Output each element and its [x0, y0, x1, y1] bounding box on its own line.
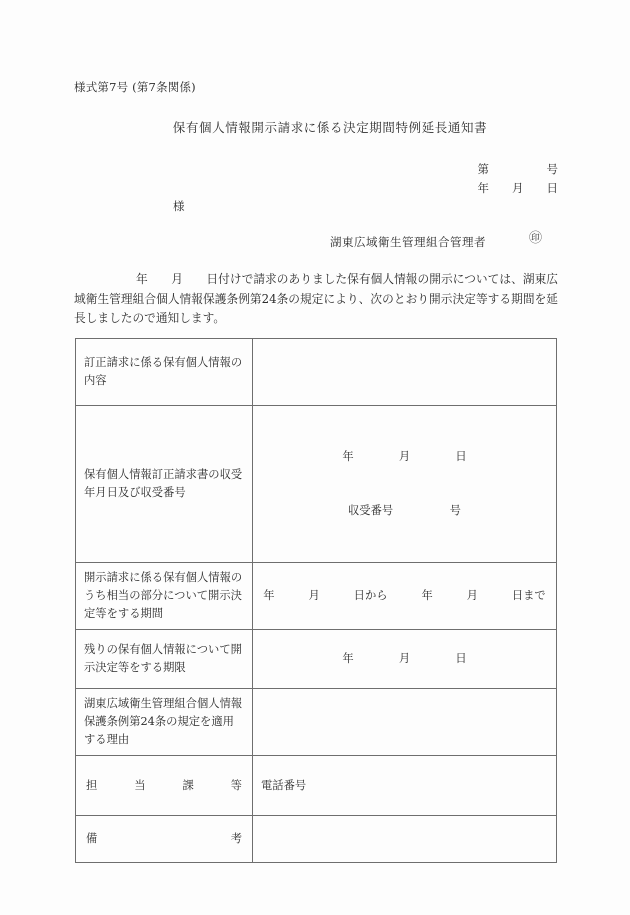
table-row [76, 563, 557, 630]
form-number: 様式第7号 (第7条関係) [74, 80, 196, 94]
row-label-partial-disclosure-period: 開示請求に係る保有個人情報のうち相当の部分について開示決定等をする期間 [76, 563, 253, 630]
row-value-partial-disclosure-period[interactable]: 年 月 日から 年 月 日まで [253, 563, 557, 630]
row-value-remaining-disclosure-deadline[interactable]: 年 月 日 [253, 630, 557, 689]
row-label-reason-for-applying-article-24: 湖東広域衛生管理組合個人情報保護条例第24条の規定を適用する理由 [76, 689, 253, 756]
row-value-reason-for-applying-article-24[interactable] [253, 689, 557, 756]
receipt-number-line: 収受番号 号 [348, 504, 461, 517]
body-paragraph [74, 270, 558, 329]
document-title: 保有個人情報開示請求に係る決定期間特例延長通知書 [172, 120, 488, 135]
table-row [76, 816, 557, 863]
label-char: 当 [134, 778, 146, 792]
label-char: 担 [86, 778, 98, 792]
receipt-date-line: 年 月 日 [342, 450, 467, 463]
issuer-name: 湖東広域衛生管理組合管理者 [330, 235, 486, 249]
row-label-responsible-section [76, 756, 253, 816]
table-row [76, 756, 557, 816]
table-row [76, 689, 557, 756]
label-char: 備 [86, 832, 98, 845]
row-label-remaining-disclosure-deadline: 残りの保有個人情報について開示決定等をする期限 [76, 630, 253, 689]
addressee-line: 様 [173, 199, 185, 213]
form-table [75, 338, 557, 863]
document-date-line: 年 月 日 [477, 181, 558, 195]
seal-icon: ㊞ [529, 231, 543, 246]
row-label-remarks [76, 816, 253, 863]
row-label-content-of-correction-request: 訂正請求に係る保有個人情報の内容 [76, 339, 253, 406]
row-label-receipt-date-and-number: 保有個人情報訂正請求書の収受年月日及び収受番号 [76, 406, 253, 563]
document-meta [478, 160, 559, 198]
label-char: 等 [230, 778, 242, 792]
row-value-phone-number[interactable]: 電話番号 [253, 756, 557, 816]
body-paragraph-text: 年 月 日付けで請求のありました保有個人情報の開示については、湖東広域衛生管理組合個人情報保護条例第24条の規定により、次のとおり開示決定等する期間を延長しましたので通知します。 [74, 272, 558, 325]
row-value-remarks[interactable] [253, 816, 557, 863]
document-number-line: 第 号 [477, 162, 558, 176]
table-row [76, 630, 557, 689]
label-char: 課 [182, 778, 194, 792]
row-value-content-of-correction-request[interactable] [253, 339, 557, 406]
table-row [76, 406, 557, 563]
label-char: 考 [230, 832, 242, 845]
table-row [76, 339, 557, 406]
row-value-receipt-date-and-number[interactable] [253, 406, 557, 563]
